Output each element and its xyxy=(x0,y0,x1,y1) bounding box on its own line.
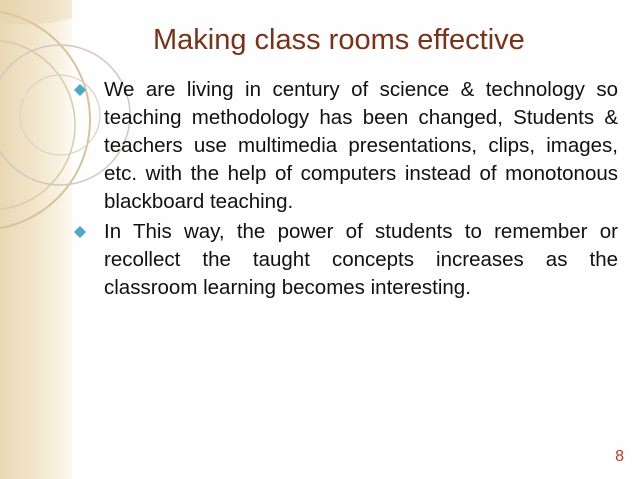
diamond-bullet-icon xyxy=(74,84,86,96)
bullet-item xyxy=(104,218,618,302)
bullet-text: In This way, the power of students to remember or recollect the taught concepts increases as the classroom learning becomes interesting. xyxy=(104,220,618,299)
diamond-bullet-icon xyxy=(74,226,86,238)
bullet-item xyxy=(104,76,618,216)
bullet-text: We are living in century of science & technology so teaching methodology has been changed, Students & teachers use multimedia presentations, clips, images, etc. with the help of computers instead of monotonous blackboard teaching. xyxy=(104,78,618,213)
page-number: 8 xyxy=(615,448,624,465)
bullet-list xyxy=(104,76,618,304)
slide-title: Making class rooms effective xyxy=(153,24,525,56)
